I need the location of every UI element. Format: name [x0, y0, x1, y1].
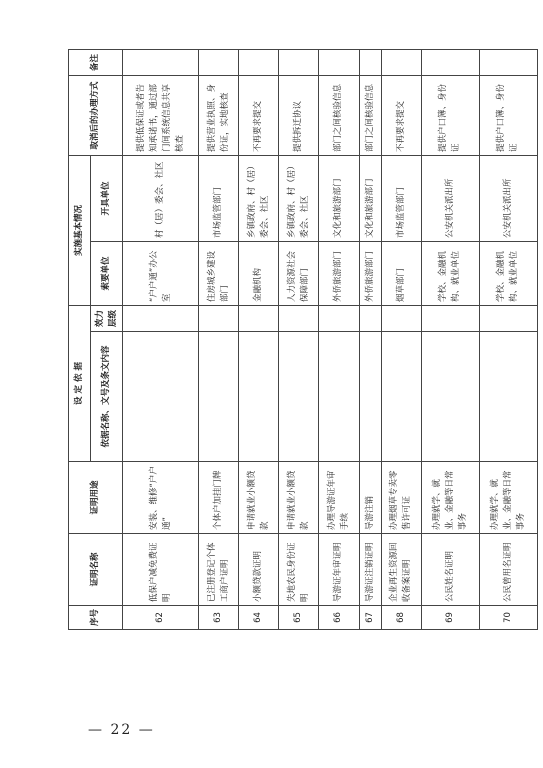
table-row [279, 49, 319, 629]
page-number: — 22 — [88, 722, 155, 738]
cell-issue-unit: 乡镇政府、村（居）委会、社区 [279, 155, 319, 241]
cell-note [123, 49, 199, 75]
cell-name: 导游证注销证明 [359, 534, 381, 606]
certificate-table [68, 49, 538, 630]
cell-basis [421, 332, 479, 462]
cell-usage: 导游注销 [359, 462, 381, 534]
cell-name: 导游证年审证明 [319, 534, 359, 606]
cell-method: 不再要求提交 [239, 75, 279, 155]
table-row [123, 49, 199, 629]
cell-usage: 办理就学、就业、金融等日常事务 [421, 462, 479, 534]
cell-req-unit: 学校、金融机构、就业单位 [421, 241, 479, 305]
cell-basis [479, 332, 537, 462]
cell-req-unit: 烟草部门 [381, 241, 421, 305]
cell-basis [381, 332, 421, 462]
cell-usage: 安装、维修“户户通” [123, 462, 199, 534]
cell-name: 公民姓名证明 [421, 534, 479, 606]
cell-issue-unit: 文化和旅游部门 [359, 155, 381, 241]
cell-no: 64 [239, 606, 279, 630]
cell-basis [319, 332, 359, 462]
cell-method: 部门之间核验信息 [359, 75, 381, 155]
cell-note [381, 49, 421, 75]
cell-req-unit: 住房城乡建设部门 [199, 241, 239, 305]
cell-level [239, 305, 279, 331]
cell-no: 65 [279, 606, 319, 630]
cell-name: 企业再生资源回收备案证明 [381, 534, 421, 606]
cell-req-unit: 学校、金融机构、就业单位 [479, 241, 537, 305]
header-note: 备注 [69, 49, 123, 75]
cell-name: 小额贷款证明 [239, 534, 279, 606]
cell-req-unit: 金融机构 [239, 241, 279, 305]
cell-level [279, 305, 319, 331]
cell-issue-unit: 乡镇政府、村（居）委会、社区 [239, 155, 279, 241]
cell-issue-unit: 市场监管部门 [199, 155, 239, 241]
cell-name: 已注册登记个体工商户证明 [199, 534, 239, 606]
cell-level [199, 305, 239, 331]
table-row [479, 49, 537, 629]
cell-issue-unit: 公安机关派出所 [421, 155, 479, 241]
cell-basis [123, 332, 199, 462]
cell-basis [279, 332, 319, 462]
cell-issue-unit: 市场监管部门 [381, 155, 421, 241]
cell-no: 68 [381, 606, 421, 630]
cell-usage: 个体户加挂门牌 [199, 462, 239, 534]
header-name: 证明名称 [69, 534, 123, 606]
cell-basis [239, 332, 279, 462]
table-row [239, 49, 279, 629]
cell-issue-unit: 公安机关派出所 [479, 155, 537, 241]
header-issue-unit: 开具单位 [91, 155, 123, 241]
cell-name: 失地农民身份证明 [279, 534, 319, 606]
cell-level [123, 305, 199, 331]
cell-note [359, 49, 381, 75]
table-row [319, 49, 359, 629]
cell-no: 63 [199, 606, 239, 630]
cell-no: 70 [479, 606, 537, 630]
cell-note [279, 49, 319, 75]
table-row [421, 49, 479, 629]
cell-usage: 办理烟草专卖零售许可证 [381, 462, 421, 534]
table-row [199, 49, 239, 629]
cell-usage: 申请就业小额贷款 [279, 462, 319, 534]
cell-method: 提供营业执照、身份证，实地核查 [199, 75, 239, 155]
cell-no: 67 [359, 606, 381, 630]
cell-level [421, 305, 479, 331]
header-usage: 证明用途 [69, 462, 123, 534]
header-basis-group: 设 定 依 据 [69, 305, 91, 461]
cell-method: 提供户口簿、身份证 [421, 75, 479, 155]
cell-note [239, 49, 279, 75]
cell-no: 66 [319, 606, 359, 630]
cell-note [421, 49, 479, 75]
header-method: 取消后的办理方式 [69, 75, 123, 155]
cell-method: 不再要求提交 [381, 75, 421, 155]
cell-method: 部门之间核验信息 [319, 75, 359, 155]
cell-method: 提供低保证或者告知承诺书，通过部门间系统信息共享核查 [123, 75, 199, 155]
header-impl-group: 实施基本情况 [69, 155, 91, 305]
cell-issue-unit: 文化和旅游部门 [319, 155, 359, 241]
cell-level [319, 305, 359, 331]
cell-basis [359, 332, 381, 462]
cell-name: 公民曾用名证明 [479, 534, 537, 606]
header-level: 效力层级 [91, 305, 123, 331]
header-no: 序号 [69, 606, 123, 630]
table-row [359, 49, 381, 629]
cell-method: 提供户口簿、身份证 [479, 75, 537, 155]
cell-req-unit: 外侨旅游部门 [359, 241, 381, 305]
cell-no: 69 [421, 606, 479, 630]
cell-note [319, 49, 359, 75]
cell-req-unit: 人力资源社会保障部门 [279, 241, 319, 305]
cell-method: 提供拆迁协议 [279, 75, 319, 155]
rotated-table-wrapper [68, 50, 538, 630]
cell-usage: 申请就业小额贷款 [239, 462, 279, 534]
cell-usage: 办理就学、就业、金融等日常事务 [479, 462, 537, 534]
table-body [123, 49, 538, 629]
cell-note [199, 49, 239, 75]
cell-note [479, 49, 537, 75]
cell-level [381, 305, 421, 331]
cell-req-unit: 外侨旅游部门 [319, 241, 359, 305]
cell-no: 62 [123, 606, 199, 630]
cell-issue-unit: 村（居）委会、社区 [123, 155, 199, 241]
cell-usage: 办理导游证年审手续 [319, 462, 359, 534]
cell-name: 低保户减免费证明 [123, 534, 199, 606]
table-row [381, 49, 421, 629]
header-req-unit: 索要单位 [91, 241, 123, 305]
cell-level [359, 305, 381, 331]
cell-level [479, 305, 537, 331]
cell-basis [199, 332, 239, 462]
cell-req-unit: “户户通”办公室 [123, 241, 199, 305]
header-basis-name: 依据名称、文号及条文内容 [91, 332, 123, 462]
